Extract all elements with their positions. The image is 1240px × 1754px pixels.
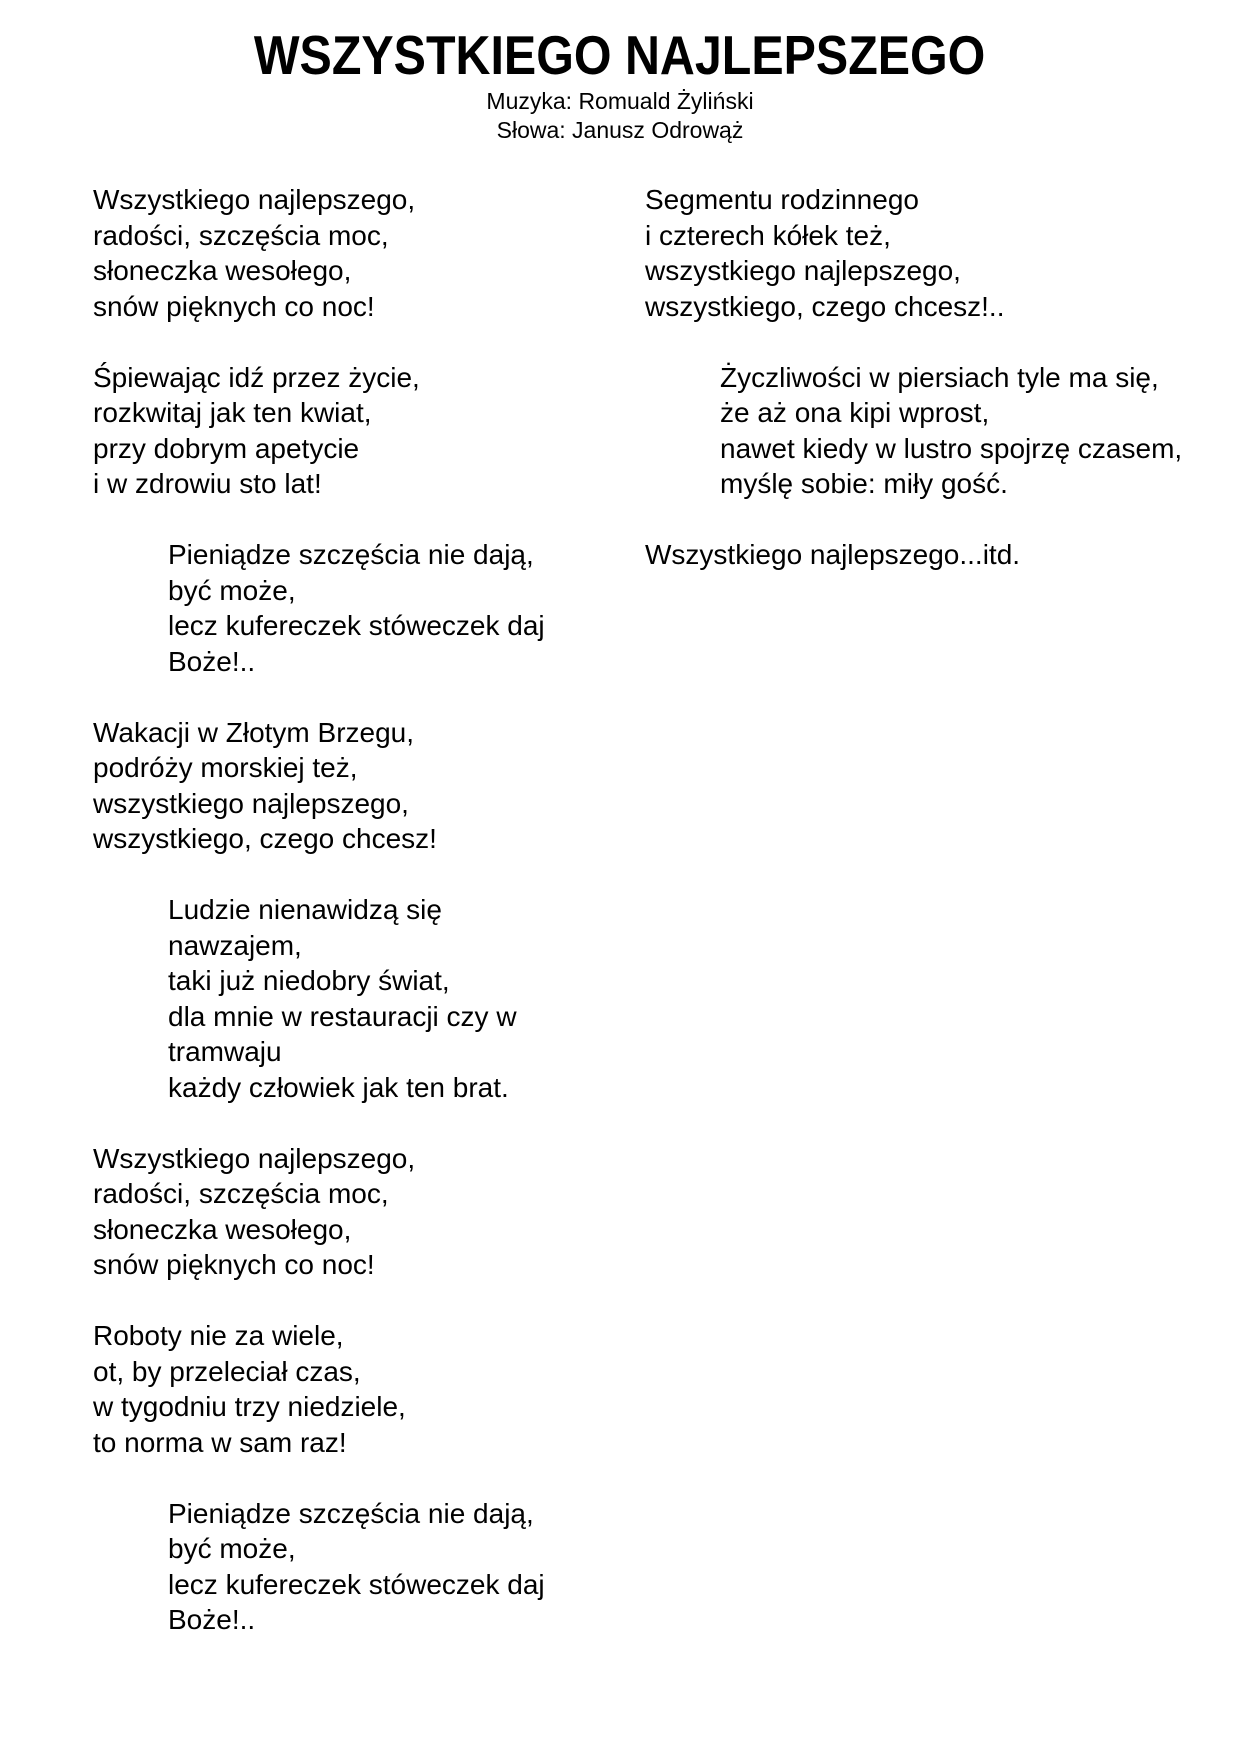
lyric-line: taki już niedobry świat, <box>168 965 450 996</box>
lyric-line: Pieniądze szczęścia nie dają, <box>168 1497 534 1529</box>
stanza-left-8-refrain <box>93 1496 638 1638</box>
lyric-line: Pieniądze szczęścia nie dają, <box>168 539 534 570</box>
lyric-line: Śpiewając idź przez życie, <box>93 361 420 393</box>
lyric-line: rozkwitaj jak ten kwiat, <box>93 397 372 428</box>
lyric-line: i w zdrowiu sto lat! <box>93 468 322 499</box>
lyric-line: wszystkiego najlepszego, <box>93 787 409 819</box>
lyric-line: dla mnie w restauracji czy w <box>168 1000 517 1032</box>
lyric-line: Wszystkiego najlepszego...itd. <box>645 539 1021 570</box>
stanza-right-3-outro <box>645 537 1235 573</box>
lyric-line: Wszystkiego najlepszego, <box>93 184 416 215</box>
lyric-line: myślę sobie: miły gość. <box>720 468 1008 499</box>
credits-block <box>0 87 1240 145</box>
lyric-line: Ludzie nienawidzą się <box>168 894 442 925</box>
lyric-line: Boże!.. <box>168 1604 256 1635</box>
lyric-line: Boże!.. <box>168 645 256 677</box>
lyric-line: Roboty nie za wiele, <box>93 1320 344 1351</box>
lyric-line: słoneczka wesołego, <box>93 1213 352 1245</box>
sheet-header <box>0 26 1240 145</box>
lyric-line: snów pięknych co noc! <box>93 1249 375 1280</box>
lyric-line: Wszystkiego najlepszego, <box>93 1142 416 1174</box>
stanza-left-6 <box>93 1141 638 1283</box>
lyric-line: wszystkiego, czego chcesz!.. <box>645 290 1005 322</box>
lyric-line: być może, <box>168 574 296 606</box>
lyric-line: podróży morskiej też, <box>93 752 358 783</box>
stanza-left-7 <box>93 1318 638 1460</box>
lyric-line: radości, szczęścia moc, <box>93 219 389 251</box>
lyric-line: wszystkiego, czego chcesz! <box>93 823 437 854</box>
lyric-line: w tygodniu trzy niedziele, <box>93 1391 406 1422</box>
lyric-line: radości, szczęścia moc, <box>93 1178 389 1209</box>
stanza-right-2-refrain <box>645 360 1235 502</box>
lyric-line: ot, by przeleciał czas, <box>93 1355 361 1387</box>
lyrics-credit: Słowa: Janusz Odrowąż <box>496 117 744 143</box>
lyric-line: Wakacji w Złotym Brzegu, <box>93 716 415 748</box>
lyric-line: tramwaju <box>168 1036 282 1067</box>
lyric-line: lecz kufereczek stóweczek daj <box>168 1568 545 1600</box>
stanza-left-4 <box>93 715 638 857</box>
lyric-line: Życzliwości w piersiach tyle ma się, <box>720 361 1159 393</box>
lyric-line: że aż ona kipi wprost, <box>720 397 990 428</box>
stanza-left-3-refrain <box>93 537 638 679</box>
lyric-line: być może, <box>168 1533 296 1564</box>
stanza-left-2 <box>93 360 638 502</box>
stanza-left-1 <box>93 182 638 324</box>
lyric-line: i czterech kółek też, <box>645 219 891 251</box>
lyric-line: Segmentu rodzinnego <box>645 184 919 215</box>
lyric-line: słoneczka wesołego, <box>93 255 352 286</box>
stanza-right-1 <box>645 182 1235 324</box>
lyric-line: każdy człowiek jak ten brat. <box>168 1071 509 1103</box>
song-title <box>0 26 1240 84</box>
left-column <box>93 182 638 1673</box>
lyric-line: lecz kufereczek stóweczek daj <box>168 610 545 641</box>
right-column <box>645 182 1235 608</box>
lyric-line: nawzajem, <box>168 929 302 961</box>
music-credit: Muzyka: Romuald Żyliński <box>486 88 754 114</box>
stanza-left-5-refrain <box>93 892 638 1105</box>
song-title-text: WSZYSTKIEGO NAJLEPSZEGO <box>254 24 986 86</box>
lyric-line: nawet kiedy w lustro spojrzę czasem, <box>720 432 1183 464</box>
lyric-line: wszystkiego najlepszego, <box>645 255 961 286</box>
lyric-line: to norma w sam raz! <box>93 1426 347 1458</box>
lyric-line: przy dobrym apetycie <box>93 432 360 464</box>
lyric-line: snów pięknych co noc! <box>93 290 375 322</box>
